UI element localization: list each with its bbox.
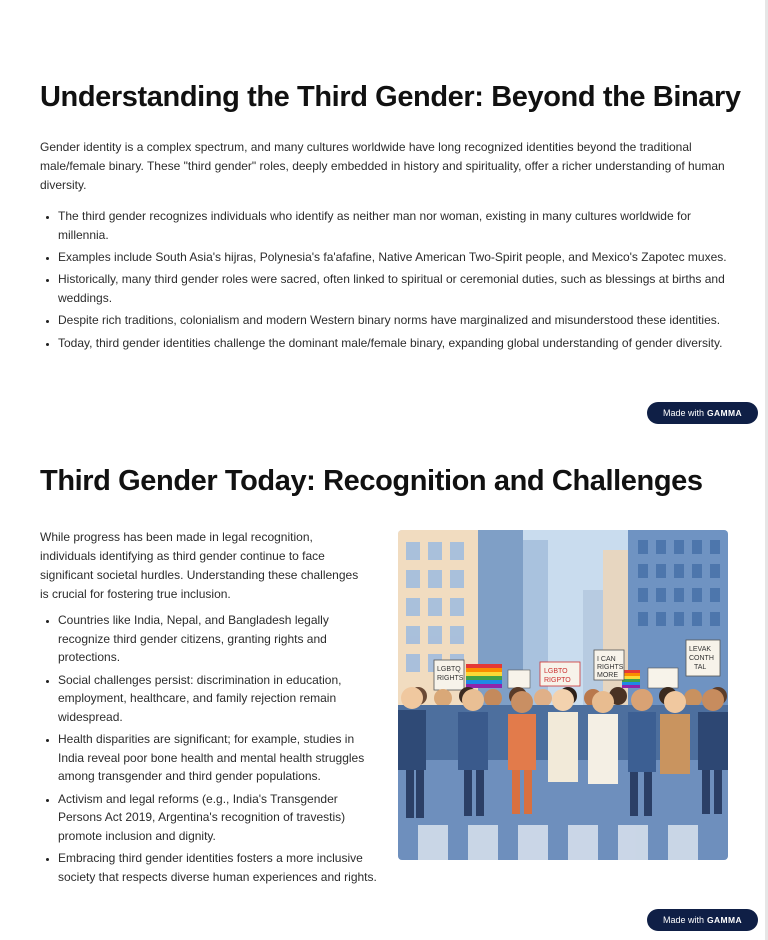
svg-text:RIGHTS: RIGHTS: [597, 664, 624, 671]
svg-text:TAL: TAL: [694, 664, 707, 671]
march-illustration-art: [398, 530, 728, 860]
intro-paragraph: Gender identity is a complex spectrum, and many cultures worldwide have long recognized identities beyond the traditional male/female binary. These "third gender" roles, deeply embedded in history and spirituality, offer a richer understanding of human diversity.: [40, 140, 725, 192]
list-item: • Countries like India, Nepal, and Bangladesh legally recognize third gender citizens, granting rights and protections.: [58, 611, 380, 667]
gamma-logo: GAMMA: [706, 915, 743, 925]
badge-prefix: Made with: [662, 408, 704, 418]
list-item: • Health disparities are significant; for example, studies in India reveal poor bone health and mental health struggles among transgender and third gender populations.: [58, 730, 380, 786]
bullet-list: [40, 207, 738, 356]
svg-text:I CAN: I CAN: [597, 656, 616, 663]
slide-recognition-challenges: [0, 430, 765, 940]
list-item: • Despite rich traditions, colonialism and modern Western binary norms have marginalized and misunderstood these identities.: [58, 311, 738, 330]
intro-paragraph: While progress has been made in legal recognition, individuals identifying as third gender continue to face significant societal hurdles. Understanding these challenges is crucial for fostering true inclusion.: [40, 530, 359, 601]
list-item: • Examples include South Asia's hijras, Polynesia's fa'afafine, Native American Two-Spirit people, and Mexico's Zapotec muxes.: [58, 248, 738, 267]
slide-title: Understanding the Third Gender: Beyond the Binary: [40, 81, 741, 113]
svg-text:CONTH: CONTH: [689, 655, 714, 662]
list-item: • Activism and legal reforms (e.g., India's Transgender Persons Act 2019, Argentina's recognition of travestis) promote inclusion and dignity.: [58, 790, 380, 846]
march-illustration: [398, 530, 728, 860]
rainbow-flag-icon: [466, 664, 502, 688]
badge-prefix: Made with: [662, 915, 704, 925]
list-item: • Social challenges persist: discrimination in education, employment, healthcare, and family rejection remain widespread.: [58, 671, 380, 727]
list-item: • Historically, many third gender roles were sacred, often linked to spiritual or ceremonial duties, such as blessings at births and weddings.: [58, 270, 738, 307]
svg-text:LGBTO: LGBTO: [544, 668, 568, 675]
bullet-list: [40, 611, 380, 890]
svg-text:MORE: MORE: [597, 672, 618, 679]
list-item: • Today, third gender identities challenge the dominant male/female binary, expanding global understanding of gender diversity.: [58, 334, 738, 353]
svg-text:RIGHTS: RIGHTS: [437, 675, 464, 682]
list-item: • The third gender recognizes individuals who identify as neither man nor woman, existing in many cultures worldwide for millennia.: [58, 207, 738, 244]
made-with-gamma-badge[interactable]: [647, 402, 758, 424]
svg-text:RIGPTO: RIGPTO: [544, 677, 571, 684]
svg-text:LGBTQ: LGBTQ: [437, 666, 461, 673]
svg-text:LEVAK: LEVAK: [689, 646, 712, 653]
gamma-logo: GAMMA: [706, 408, 743, 418]
slide-understanding-third-gender: [0, 0, 765, 430]
list-item: • Embracing third gender identities fosters a more inclusive society that respects diverse human experiences and rights.: [58, 849, 380, 886]
slide-title: Third Gender Today: Recognition and Challenges: [40, 465, 703, 497]
made-with-gamma-badge[interactable]: [647, 909, 758, 931]
